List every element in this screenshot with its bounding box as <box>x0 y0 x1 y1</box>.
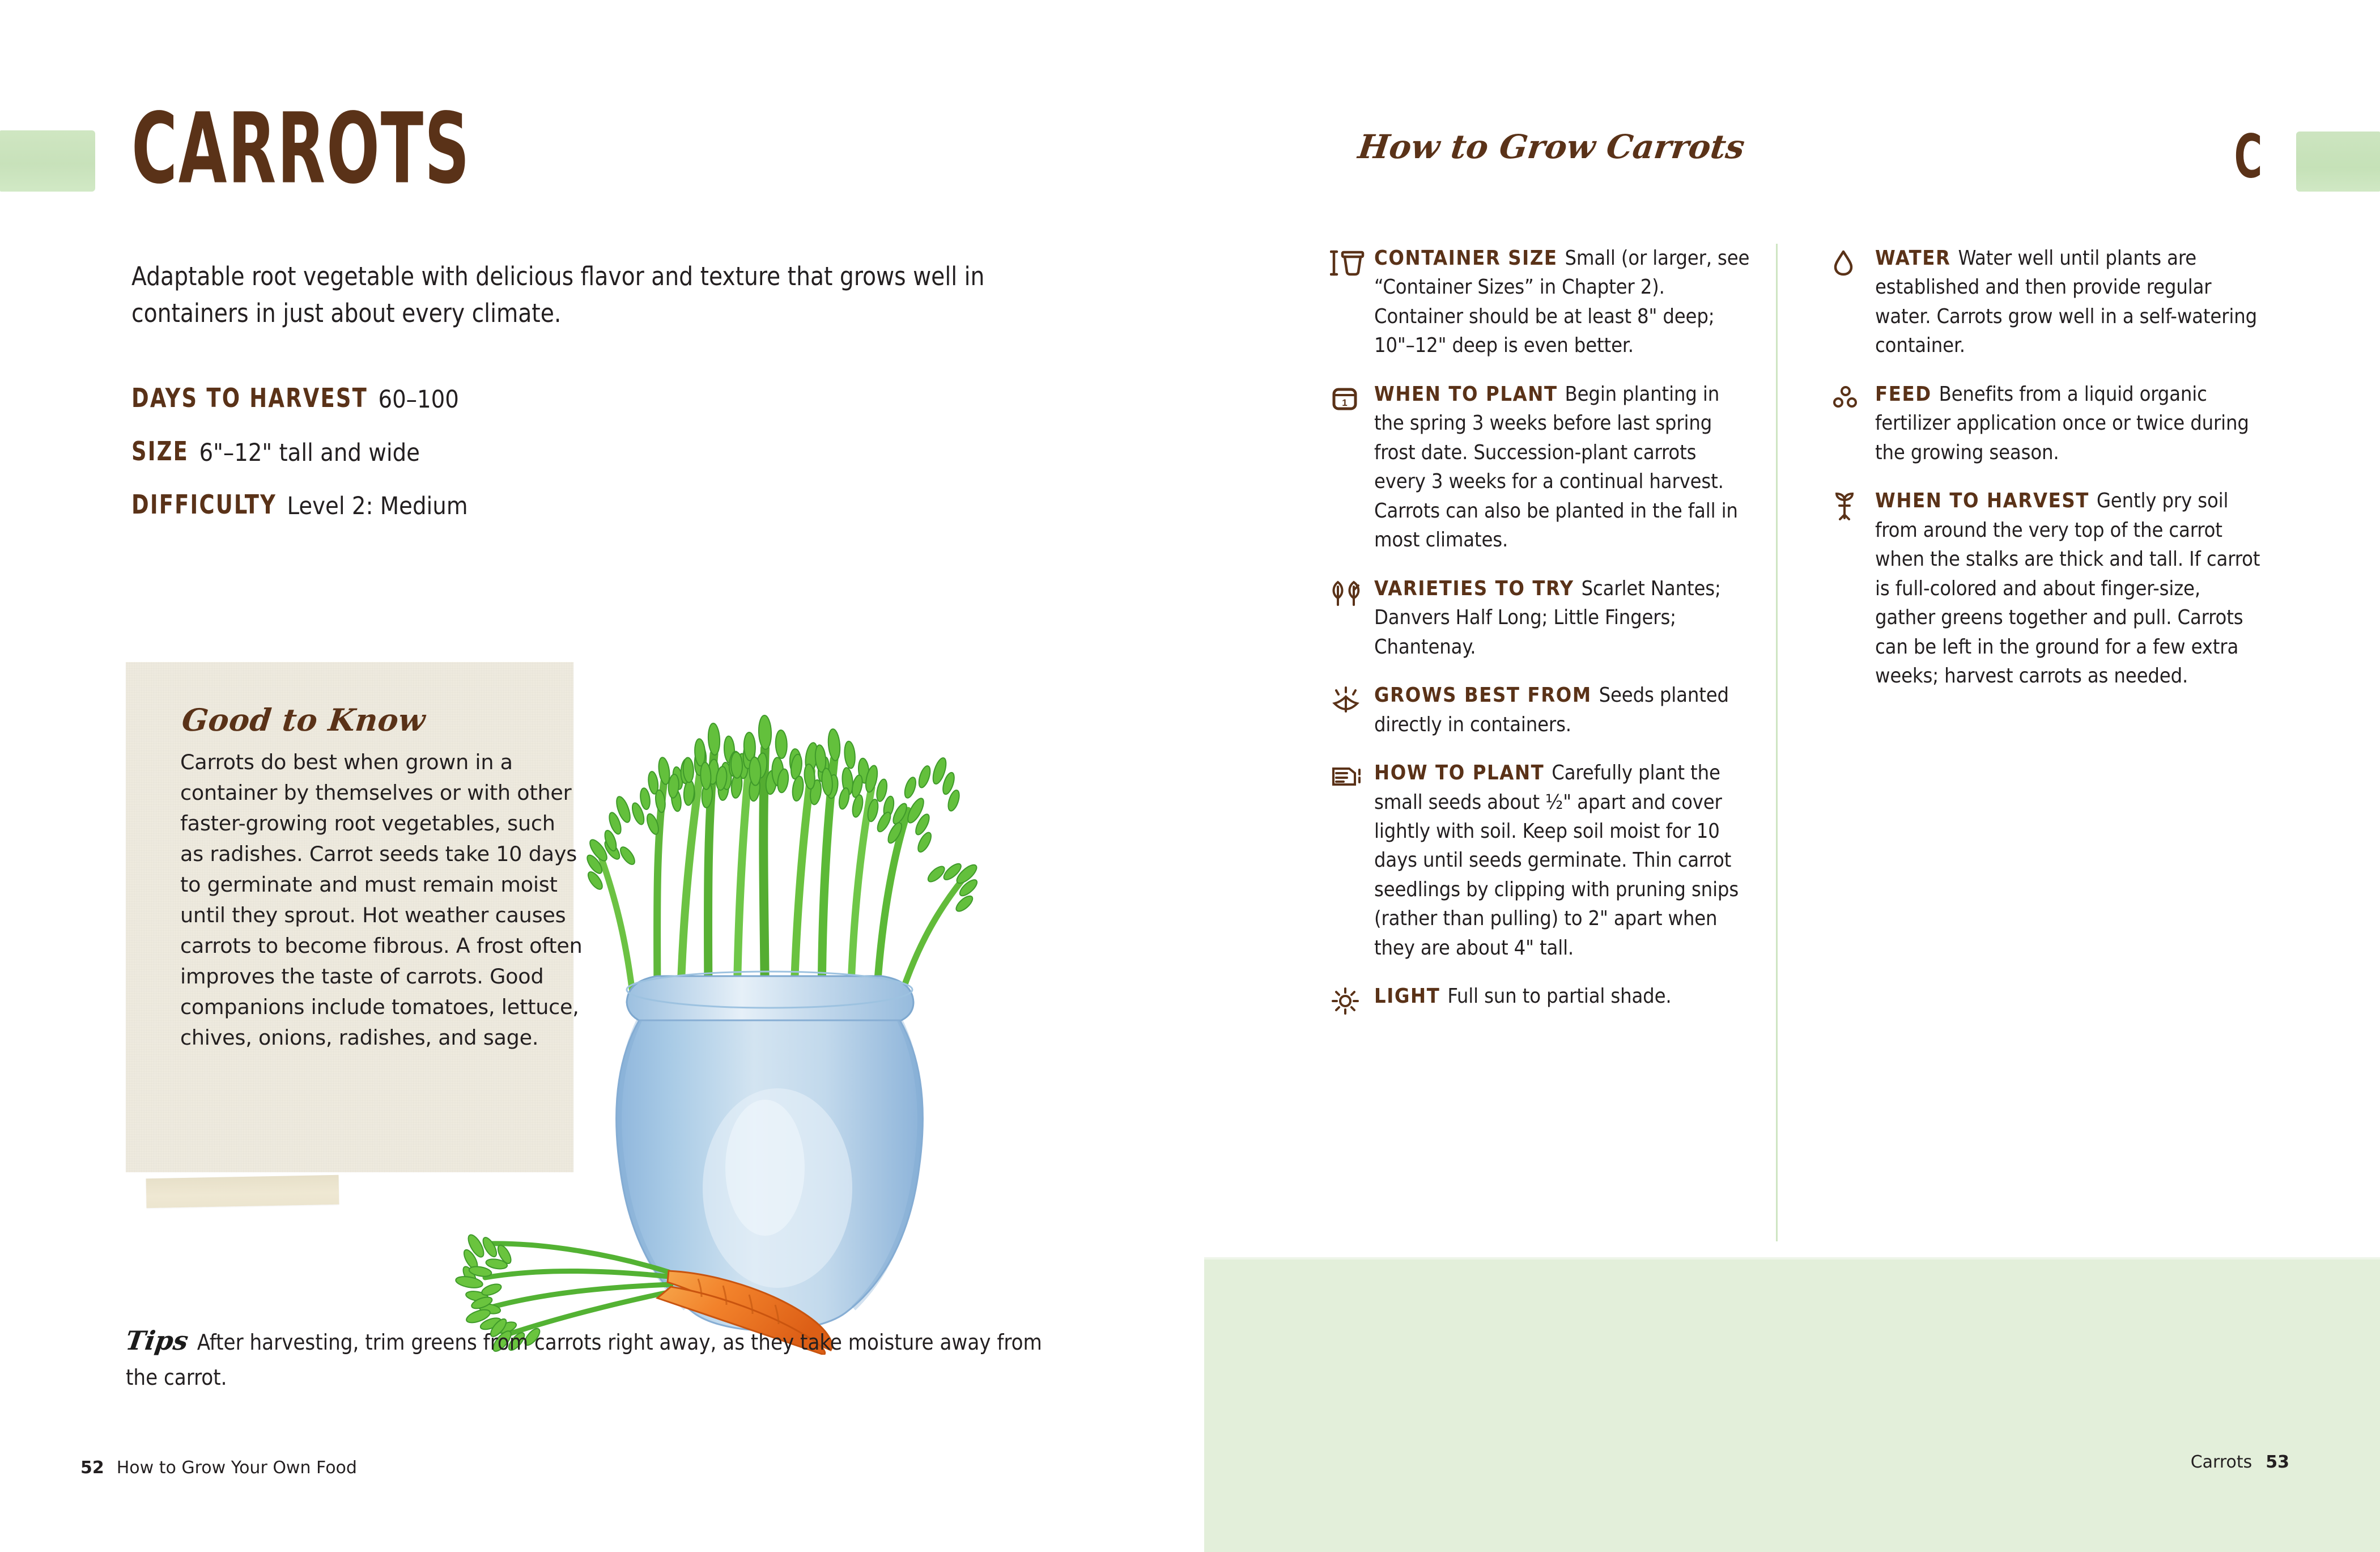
entry-body: Seeds planted directly in containers. <box>1374 684 1729 736</box>
entry-term: VARIETIES TO TRY <box>1374 576 1574 600</box>
entry-text <box>1875 486 2262 690</box>
stat-row <box>131 436 981 467</box>
entry-body: Full sun to partial shade. <box>1447 985 1672 1008</box>
entry-term: WATER <box>1875 247 1951 270</box>
entry-body: Begin planting in the spring 3 weeks before last spring frost date. Succession-plant carrots every 3 weeks for a continual harvest. Carrots can also be planted in the fall in most climates. <box>1374 382 1738 552</box>
flowerpot-measure-icon <box>1330 244 1374 361</box>
sun-icon <box>1330 982 1374 1016</box>
tips-text: After harvesting, trim greens from carrots right away, as they take moisture away from the carrot. <box>126 1330 1042 1390</box>
alphabet-tab-letter: C <box>2234 122 2262 192</box>
entry-body: Gently pry soil from around the very top of the carrot when the stalks are thick and tall. If carrot is full-colored and about finger-size, gather greens together and pull. Carrots can be left in the ground for a few extra weeks; harvest carrots as needed. <box>1875 489 2260 688</box>
intro-paragraph: Adaptable root vegetable with delicious flavor and texture that grows well in containers in just about every climate. <box>131 261 985 329</box>
tips-label: Tips <box>124 1325 190 1356</box>
water-drop-icon <box>1831 244 1875 361</box>
entry-term: CONTAINER SIZE <box>1374 247 1558 270</box>
entry-text <box>1374 574 1751 661</box>
two-leaves-icon <box>1330 574 1374 661</box>
grow-guide-column-2 <box>1831 244 2262 710</box>
entry-text <box>1875 244 2262 361</box>
chapter-name: Carrots <box>2190 1452 2252 1472</box>
entry-term: WHEN TO HARVEST <box>1875 489 2089 513</box>
sprouting-seed-icon <box>1330 681 1374 739</box>
entry-water <box>1831 244 2262 361</box>
footer-right <box>2191 1452 2289 1472</box>
entry-feed <box>1831 380 2262 467</box>
grow-guide-column-1 <box>1330 244 1778 1241</box>
stat-value: 60–100 <box>378 385 459 414</box>
stat-value: 6"–12" tall and wide <box>199 439 420 467</box>
grow-guide-columns <box>1204 244 2380 1258</box>
stat-row <box>131 489 981 520</box>
footer-left <box>80 1458 357 1478</box>
tips-content <box>126 1321 1078 1394</box>
tips-band <box>1204 1260 2380 1552</box>
entry-body: Scarlet Nantes; Danvers Half Long; Little Fingers; Chantenay. <box>1374 576 1721 659</box>
seed-packet-icon <box>1330 758 1374 962</box>
seedling-harvest-icon <box>1831 486 1875 690</box>
entry-term: WHEN TO PLANT <box>1374 382 1558 406</box>
entry-text <box>1374 380 1751 555</box>
entry-term: FEED <box>1875 382 1932 406</box>
entry-body: Water well until plants are established and then provide regular water. Carrots grow well in a self-watering container. <box>1875 247 2257 358</box>
stat-label: DAYS TO HARVEST <box>131 383 368 413</box>
entry-container-size <box>1330 244 1751 361</box>
entry-text <box>1374 758 1751 962</box>
entry-text <box>1875 380 2262 467</box>
stats-list <box>131 385 981 545</box>
entry-body: Benefits from a liquid organic fertilizer application once or twice during the growing season. <box>1875 382 2249 464</box>
entry-text <box>1374 244 1751 361</box>
entry-grows-best-from <box>1330 681 1751 739</box>
svg-text:1: 1 <box>1342 397 1348 408</box>
good-to-know-body: Carrots do best when grown in a container by themselves or with other faster-growing root vegetables, such as radishes. Carrot seeds take 10 days to germinate and must remain moist until they sprout. Hot weather causes carrots to become fibrous. A frost often improves the taste of carrots. Good companions include tomatoes, lettuce, chives, onions, radishes, and sage. <box>180 750 583 1050</box>
section-heading: How to Grow Carrots <box>1356 128 1747 166</box>
carrot-foliage <box>571 714 992 1020</box>
stat-row <box>131 385 981 414</box>
entry-term: LIGHT <box>1374 985 1440 1008</box>
entry-body: Small (or larger, see “Container Sizes” in Chapter 2). Container should be at least 8" deep; 10"–12" deep is even better. <box>1374 247 1750 358</box>
entry-body: Carefully plant the small seeds about ½" apart and cover lightly with soil. Keep soil moist for 10 days until seeds germinate. Thin carrot seedlings by clipping with pruning snips (rather than pulling) to 2" apart when they are about 4" tall. <box>1374 761 1739 960</box>
stat-label: DIFFICULTY <box>131 489 277 520</box>
entry-text <box>1374 681 1751 739</box>
entry-varieties-to-try <box>1330 574 1751 661</box>
good-to-know-title: Good to Know <box>180 702 427 738</box>
page-number-left: 52 <box>80 1458 104 1478</box>
book-title: How to Grow Your Own Food <box>116 1458 357 1478</box>
entry-when-to-harvest <box>1831 486 2262 690</box>
entry-how-to-plant <box>1330 758 1751 962</box>
stat-value: Level 2: Medium <box>287 492 468 520</box>
tape-strip <box>146 1175 339 1208</box>
entry-text <box>1374 982 1751 1016</box>
calendar-icon <box>1330 380 1374 555</box>
fertilizer-granules-icon <box>1831 380 1875 467</box>
stat-label: SIZE <box>131 436 189 467</box>
entry-term: GROWS BEST FROM <box>1374 684 1592 707</box>
entry-when-to-plant <box>1330 380 1751 555</box>
page-number-right: 53 <box>2266 1452 2289 1472</box>
entry-light <box>1330 982 1751 1016</box>
entry-term: HOW TO PLANT <box>1374 761 1545 785</box>
page-title: CARROTS <box>131 92 471 206</box>
carrot-illustration <box>317 584 1088 1355</box>
